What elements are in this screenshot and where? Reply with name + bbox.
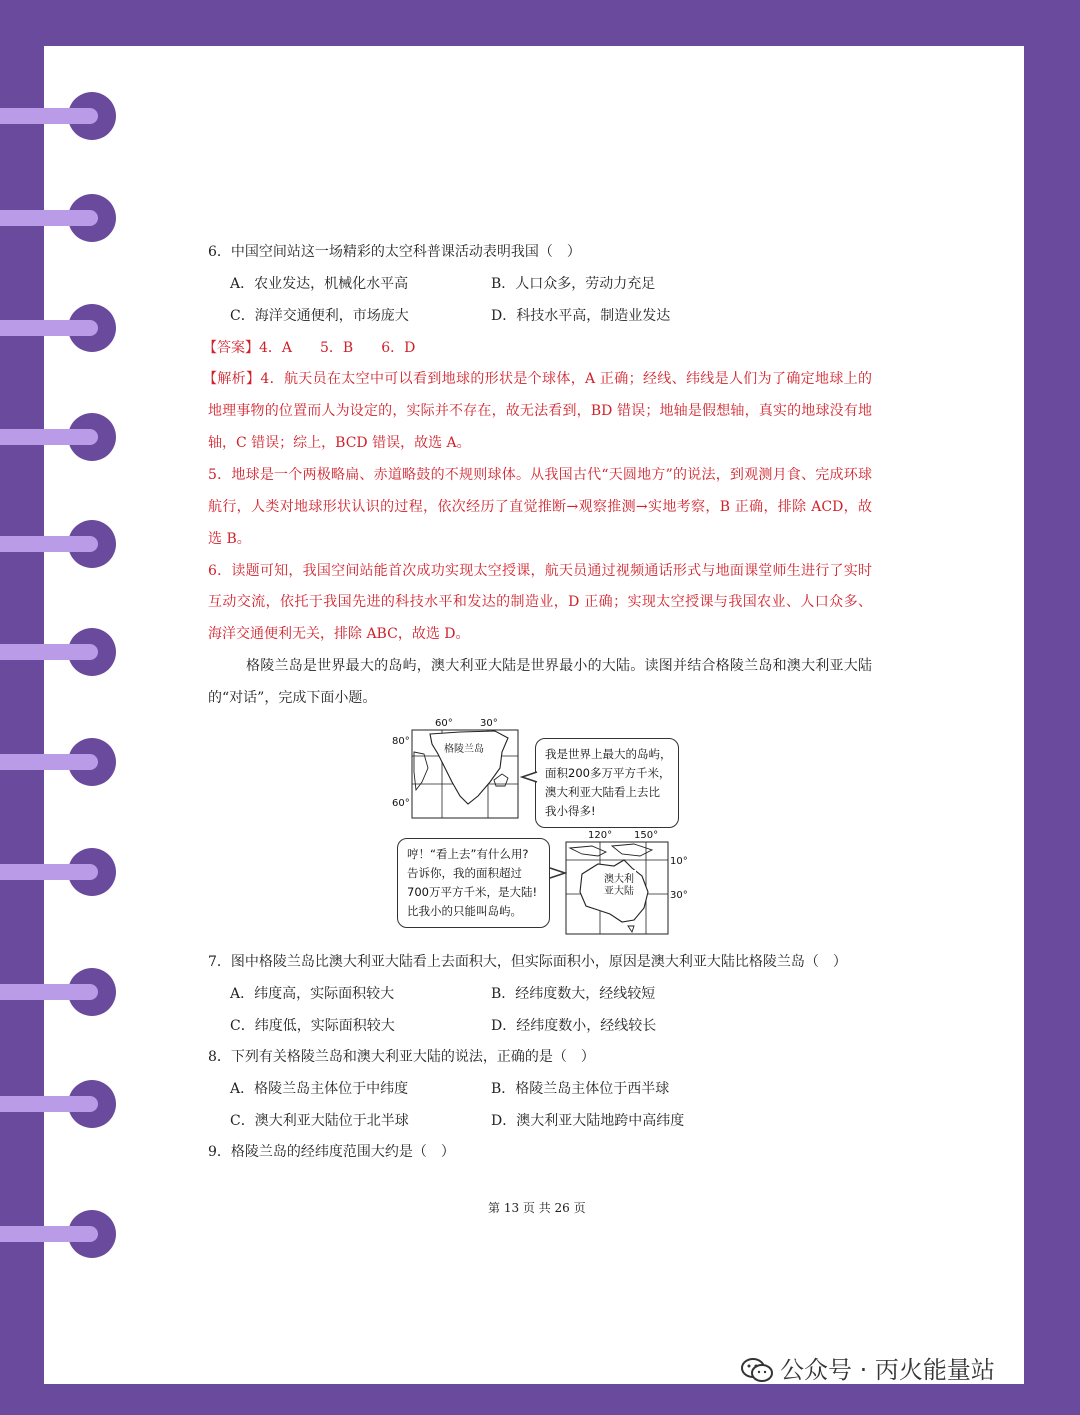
q7-option-b: B．经纬度数大，经线较短 (491, 986, 656, 1002)
binder-ring (0, 848, 120, 896)
intro-line1: 格陵兰岛是世界最大的岛屿，澳大利亚大陆是世界最小的大陆。读图并结合格陵兰岛和澳大利亚大陆 (246, 658, 872, 674)
answer-text: 4．A 5．B 6．D (259, 340, 416, 356)
binder-ring (0, 628, 120, 676)
binder-ring (0, 413, 120, 461)
greenland-map (390, 712, 530, 824)
australia-lat1: 10° (670, 856, 688, 867)
binder-ring (0, 304, 120, 352)
q7-option-a: A．纬度高，实际面积较大 (230, 986, 395, 1002)
greenland-bubble-line: 我是世界上最大的岛屿， (545, 747, 672, 761)
australia-lat2: 30° (670, 890, 688, 901)
watermark-text: 公众号 · 丙火能量站 (780, 1356, 995, 1384)
question-7-stem: 7．图中格陵兰岛比澳大利亚大陆看上去面积大，但实际面积小，原因是澳大利亚大陆比格陵兰岛（ ） (208, 954, 847, 970)
australia-lon2: 150° (634, 830, 659, 841)
analysis-p4-line1 (203, 368, 872, 388)
question-9-stem: 9．格陵兰岛的经纬度范围大约是（ ） (208, 1144, 455, 1160)
greenland-bubble-line: 我小得多! (545, 804, 596, 818)
binder-ring (0, 1210, 120, 1258)
q6-option-d: D．科技水平高，制造业发达 (491, 308, 671, 324)
q6-option-a: A．农业发达，机械化水平高 (230, 276, 409, 292)
analysis-p4-line3: 轴，C 错误；综上，BCD 错误，故选 A。 (208, 435, 471, 451)
q7-option-d: D．经纬度数小，经线较长 (491, 1018, 657, 1034)
australia-bubble-line: 700万平方千米，是大陆! (407, 885, 538, 899)
watermark (740, 1350, 995, 1385)
q6-option-b: B．人口众多，劳动力充足 (491, 276, 656, 292)
binder-ring (0, 738, 120, 786)
answer-block (203, 337, 415, 357)
greenland-lat2: 60° (392, 798, 410, 809)
australia-speech-bubble (397, 838, 550, 928)
q8-option-d: D．澳大利亚大陆地跨中高纬度 (491, 1113, 685, 1129)
greenland-bubble-tail (520, 770, 538, 784)
analysis-p5-line1: 5．地球是一个两极略扁、赤道略鼓的不规则球体。从我国古代“天圆地方”的说法，到观测月食、完成环球 (208, 467, 872, 483)
australia-label-line2: 亚大陆 (604, 886, 634, 897)
binder-ring (0, 92, 120, 140)
binder-ring (0, 968, 120, 1016)
australia-bubble-line: 比我小的只能叫岛屿。 (407, 904, 522, 918)
analysis-p5-line3: 选 B。 (208, 531, 251, 547)
q6-option-c: C．海洋交通便利，市场庞大 (230, 308, 409, 324)
greenland-bubble-line: 面积200多万平方千米， (545, 766, 671, 780)
intro-line2: 的“对话”，完成下面小题。 (208, 690, 377, 706)
q8-option-a: A．格陵兰岛主体位于中纬度 (230, 1081, 409, 1097)
greenland-bubble-line: 澳大利亚大陆看上去比 (545, 785, 660, 799)
greenland-lat1: 80° (392, 736, 410, 747)
q8-option-c: C．澳大利亚大陆位于北半球 (230, 1113, 409, 1129)
greenland-lon1: 60° (435, 718, 453, 729)
analysis-text: 4．航天员在太空中可以看到地球的形状是个球体，A 正确；经线、纬线是人们为了确定地球上的 (260, 371, 873, 387)
analysis-p4-line2: 地理事物的位置而人为设定的，实际并不存在，故无法看到，BD 错误；地轴是假想轴，真实的地球没有地 (208, 403, 872, 419)
q7-option-c: C．纬度低，实际面积较大 (230, 1018, 395, 1034)
australia-bubble-line: 哼！“看上去”有什么用? (407, 847, 529, 861)
binder-ring (0, 1080, 120, 1128)
analysis-p6-line3: 海洋交通便利无关，排除 ABC，故选 D。 (208, 626, 470, 642)
analysis-label: 【解析】 (203, 371, 261, 387)
question-6-stem: 6．中国空间站这一场精彩的太空科普课活动表明我国（ ） (208, 244, 581, 260)
q8-option-b: B．格陵兰岛主体位于西半球 (491, 1081, 670, 1097)
analysis-p6-line2: 互动交流，依托于我国先进的科技水平和发达的制造业，D 正确；实现太空授课与我国农业、人口众多、 (208, 594, 872, 610)
australia-lon1: 120° (588, 830, 613, 841)
australia-bubble-line: 告诉你，我的面积超过 (407, 866, 522, 880)
wechat-icon (740, 1358, 774, 1382)
answer-label: 【答案】 (203, 340, 259, 356)
australia-map (562, 826, 692, 938)
question-8-stem: 8．下列有关格陵兰岛和澳大利亚大陆的说法，正确的是（ ） (208, 1049, 595, 1065)
australia-label-line1: 澳大利 (604, 874, 634, 885)
binder-ring (0, 520, 120, 568)
greenland-speech-bubble (535, 738, 679, 828)
analysis-p6-line1: 6．读题可知，我国空间站能首次成功实现太空授课，航天员通过视频通话形式与地面课堂师生进行了实时 (208, 563, 872, 579)
binder-ring (0, 194, 120, 242)
greenland-label: 格陵兰岛 (444, 744, 484, 755)
page-number: 第 13 页 共 26 页 (488, 1201, 586, 1215)
greenland-lon2: 30° (480, 718, 498, 729)
analysis-p5-line2: 航行，人类对地球形状认识的过程，依次经历了直觉推断→观察推测→实地考察，B 正确，排除 ACD，故 (208, 499, 872, 515)
